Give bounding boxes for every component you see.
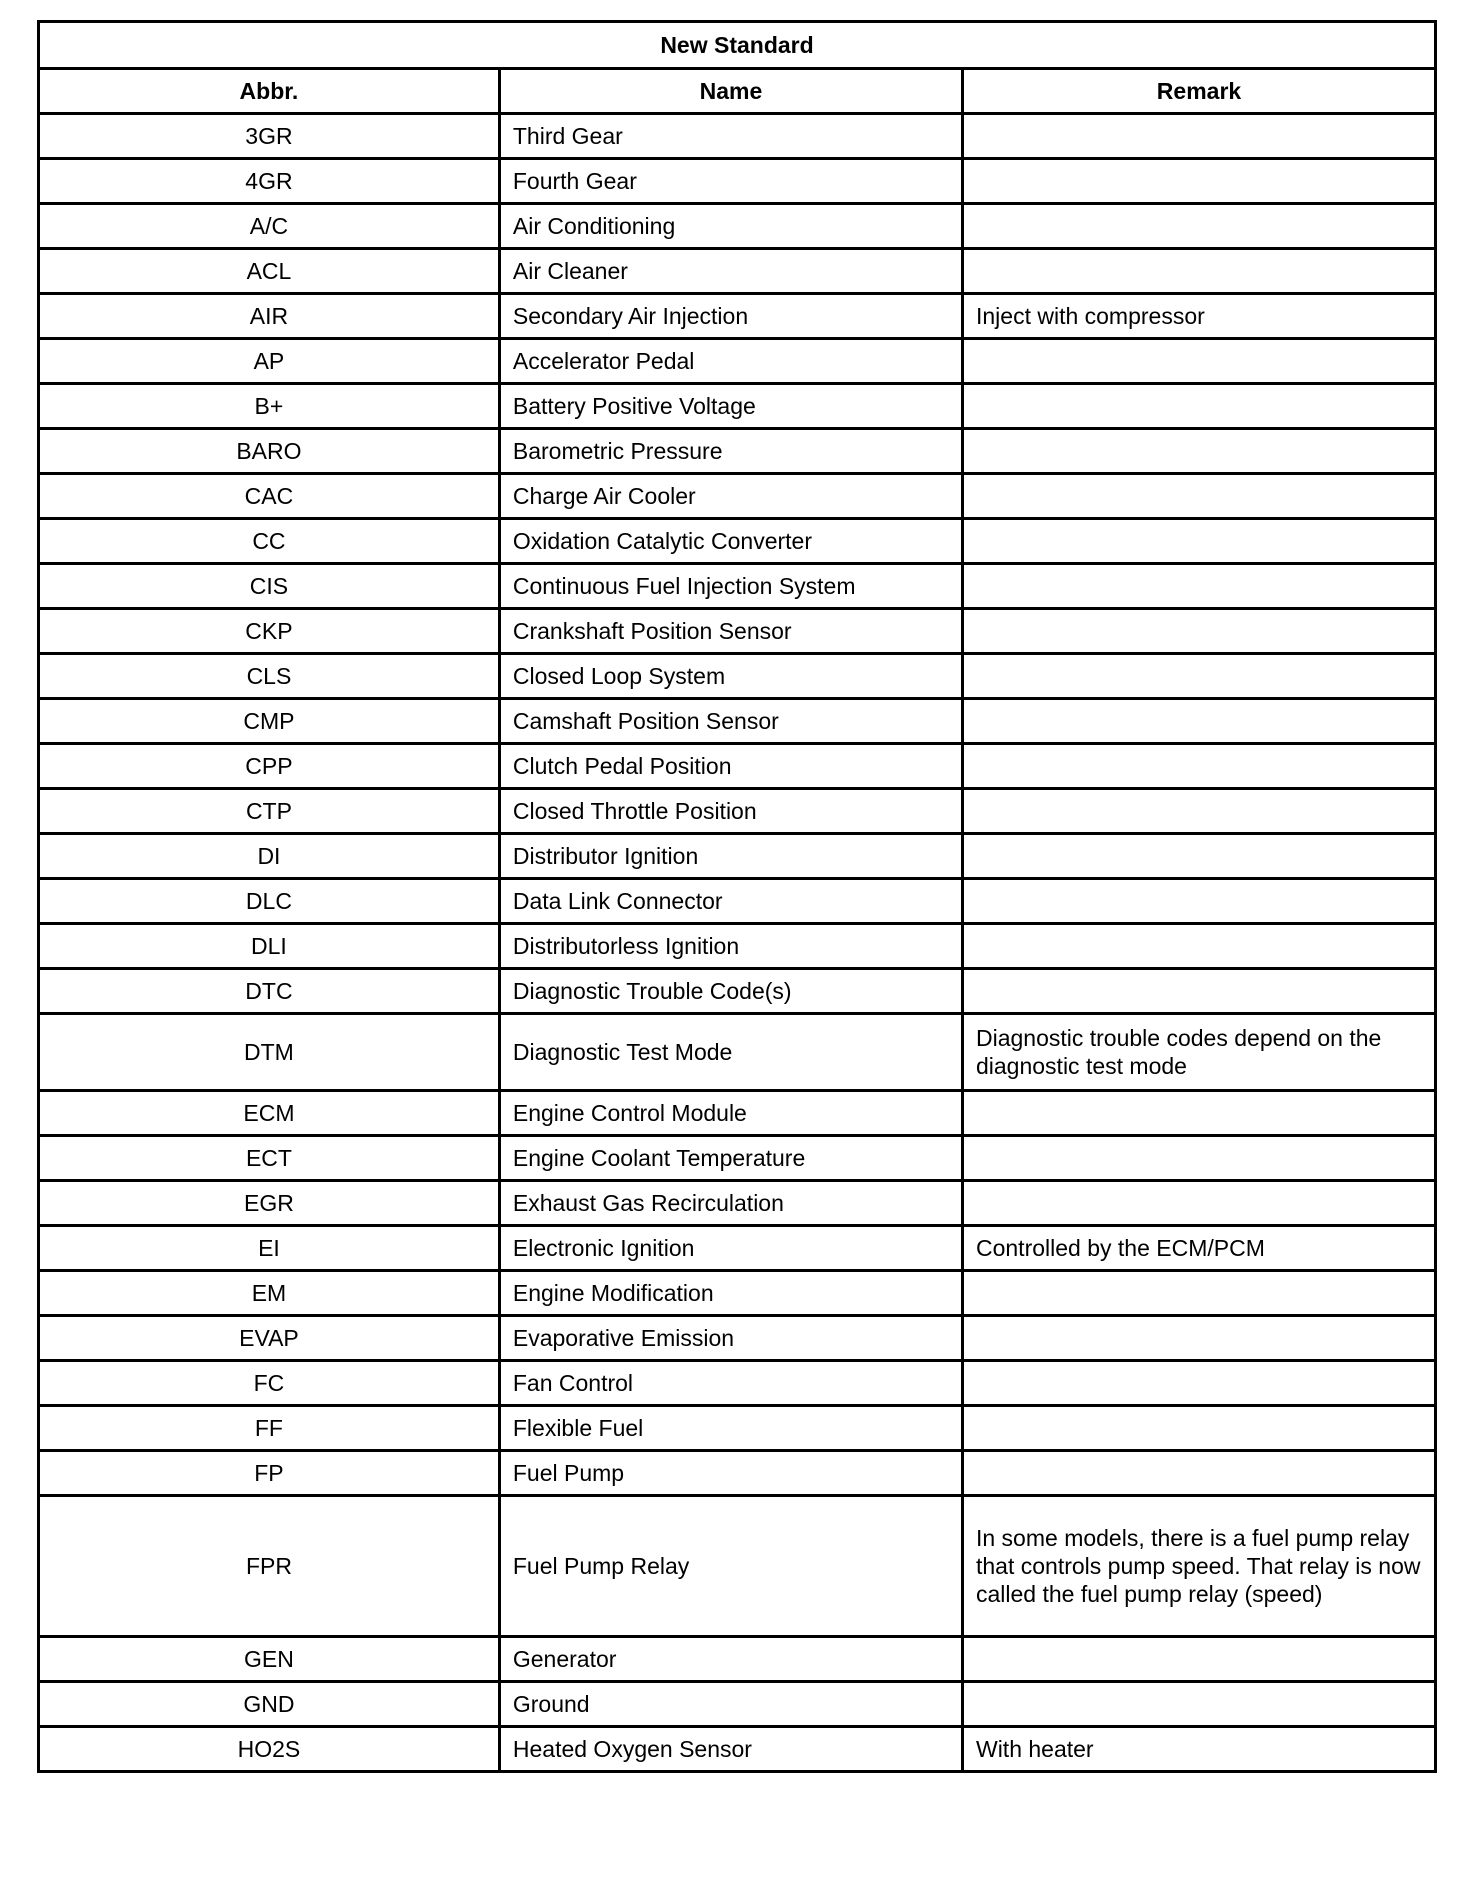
remark-cell [962,879,1435,924]
name-cell: Secondary Air Injection [499,294,962,339]
name-cell: Ground [499,1682,962,1727]
name-cell: Crankshaft Position Sensor [499,609,962,654]
table-row [39,1496,1436,1637]
name-cell: Closed Loop System [499,654,962,699]
table-row [39,1316,1436,1361]
name-cell: Battery Positive Voltage [499,384,962,429]
table-row [39,879,1436,924]
abbr-cell: AIR [39,294,500,339]
remark-cell [962,339,1435,384]
remark-cell: With heater [962,1727,1435,1772]
abbr-cell: FF [39,1406,500,1451]
table-row [39,1226,1436,1271]
remark-cell [962,834,1435,879]
name-cell: Evaporative Emission [499,1316,962,1361]
abbr-cell: BARO [39,429,500,474]
table-row [39,519,1436,564]
abbr-cell: ECT [39,1136,500,1181]
table-row [39,789,1436,834]
table-row [39,249,1436,294]
name-cell: Charge Air Cooler [499,474,962,519]
remark-cell [962,1316,1435,1361]
remark-cell [962,1637,1435,1682]
remark-cell [962,654,1435,699]
table-row [39,159,1436,204]
name-cell: Engine Control Module [499,1091,962,1136]
name-cell: Continuous Fuel Injection System [499,564,962,609]
abbr-cell: CAC [39,474,500,519]
name-cell: Heated Oxygen Sensor [499,1727,962,1772]
name-cell: Engine Modification [499,1271,962,1316]
table-row [39,969,1436,1014]
name-cell: Generator [499,1637,962,1682]
remark-cell [962,1181,1435,1226]
abbr-cell: EM [39,1271,500,1316]
remark-cell [962,114,1435,159]
name-cell: Engine Coolant Temperature [499,1136,962,1181]
header-name: Name [499,69,962,114]
remark-cell: Inject with compressor [962,294,1435,339]
abbr-cell: FP [39,1451,500,1496]
abbr-cell: DI [39,834,500,879]
abbr-cell: CTP [39,789,500,834]
name-cell: Camshaft Position Sensor [499,699,962,744]
name-cell: Electronic Ignition [499,1226,962,1271]
remark-cell [962,1682,1435,1727]
remark-cell [962,1091,1435,1136]
abbr-cell: 4GR [39,159,500,204]
table-row [39,834,1436,879]
name-cell: Fourth Gear [499,159,962,204]
name-cell: Fuel Pump [499,1451,962,1496]
abbr-cell: ACL [39,249,500,294]
table-row [39,609,1436,654]
name-cell: Clutch Pedal Position [499,744,962,789]
name-cell: Accelerator Pedal [499,339,962,384]
abbr-cell: A/C [39,204,500,249]
table-row [39,1014,1436,1091]
abbr-cell: DLI [39,924,500,969]
table-row [39,1637,1436,1682]
name-cell: Fuel Pump Relay [499,1496,962,1637]
table-row [39,339,1436,384]
abbr-cell: CPP [39,744,500,789]
name-cell: Flexible Fuel [499,1406,962,1451]
table-row [39,744,1436,789]
abbr-cell: GND [39,1682,500,1727]
name-cell: Distributorless Ignition [499,924,962,969]
abbr-cell: CLS [39,654,500,699]
name-cell: Air Conditioning [499,204,962,249]
abbr-cell: CMP [39,699,500,744]
table-row [39,1091,1436,1136]
abbr-cell: ECM [39,1091,500,1136]
name-cell: Closed Throttle Position [499,789,962,834]
remark-cell [962,204,1435,249]
name-cell: Barometric Pressure [499,429,962,474]
abbr-cell: 3GR [39,114,500,159]
table-title: New Standard [39,22,1436,69]
abbr-cell: CC [39,519,500,564]
remark-cell [962,969,1435,1014]
remark-cell [962,474,1435,519]
name-cell: Air Cleaner [499,249,962,294]
abbr-cell: GEN [39,1637,500,1682]
remark-cell [962,384,1435,429]
name-cell: Distributor Ignition [499,834,962,879]
remark-cell [962,564,1435,609]
abbreviation-table [37,20,1437,1773]
table-row [39,1682,1436,1727]
abbr-cell: B+ [39,384,500,429]
header-abbr: Abbr. [39,69,500,114]
remark-cell [962,789,1435,834]
table-row [39,924,1436,969]
remark-cell [962,924,1435,969]
remark-cell: Diagnostic trouble codes depend on the diagnostic test mode [962,1014,1435,1091]
table-row [39,429,1436,474]
abbr-cell: EGR [39,1181,500,1226]
remark-cell [962,1451,1435,1496]
abbr-cell: AP [39,339,500,384]
abbr-cell: FC [39,1361,500,1406]
abbr-cell: DTC [39,969,500,1014]
remark-cell [962,1361,1435,1406]
name-cell: Fan Control [499,1361,962,1406]
abbr-cell: EVAP [39,1316,500,1361]
table-row [39,1181,1436,1226]
remark-cell [962,1271,1435,1316]
name-cell: Exhaust Gas Recirculation [499,1181,962,1226]
table-row [39,1136,1436,1181]
name-cell: Diagnostic Test Mode [499,1014,962,1091]
abbr-cell: HO2S [39,1727,500,1772]
table-row [39,1406,1436,1451]
table-row [39,654,1436,699]
name-cell: Data Link Connector [499,879,962,924]
remark-cell [962,1136,1435,1181]
abbr-cell: EI [39,1226,500,1271]
table-row [39,294,1436,339]
remark-cell: Controlled by the ECM/PCM [962,1226,1435,1271]
table-row [39,204,1436,249]
name-cell: Diagnostic Trouble Code(s) [499,969,962,1014]
table-row [39,1361,1436,1406]
table-row [39,699,1436,744]
table-row [39,474,1436,519]
remark-cell [962,744,1435,789]
remark-cell [962,429,1435,474]
name-cell: Oxidation Catalytic Converter [499,519,962,564]
abbr-cell: DLC [39,879,500,924]
name-cell: Third Gear [499,114,962,159]
header-remark: Remark [962,69,1435,114]
abbr-cell: CIS [39,564,500,609]
abbr-cell: FPR [39,1496,500,1637]
table-row [39,1727,1436,1772]
table-row [39,564,1436,609]
abbr-cell: DTM [39,1014,500,1091]
abbr-cell: CKP [39,609,500,654]
remark-cell [962,699,1435,744]
remark-cell [962,159,1435,204]
remark-cell [962,1406,1435,1451]
remark-cell [962,249,1435,294]
table-row [39,114,1436,159]
table-row [39,1451,1436,1496]
remark-cell [962,519,1435,564]
remark-cell [962,609,1435,654]
remark-cell: In some models, there is a fuel pump relay that controls pump speed. That relay is now called the fuel pump relay (speed) [962,1496,1435,1637]
table-row [39,1271,1436,1316]
table-row [39,384,1436,429]
